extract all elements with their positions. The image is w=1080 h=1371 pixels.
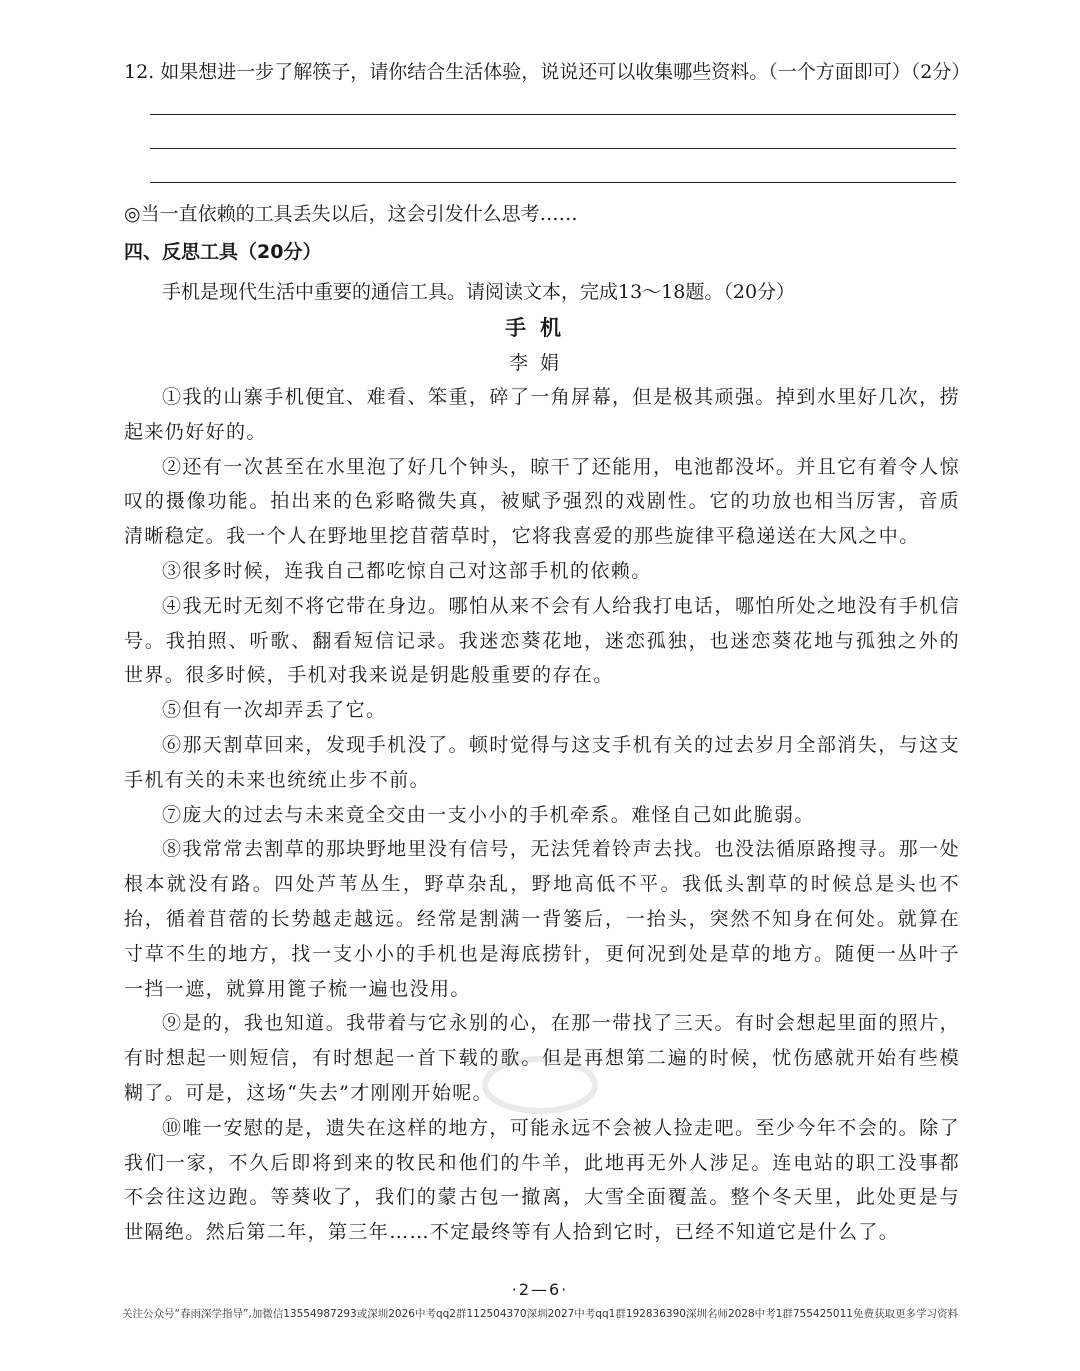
paragraph-4: ④我无时无刻不将它带在身边。哪怕从来不会有人给我打电话，哪怕所处之地没有手机信号。我拍照、听歌、翻看短信记录。我迷恋葵花地，迷恋孤独，也迷恋葵花地与孤独之外的世界。很多时候，手机对我来说是钥匙般重要的存在。 — [124, 594, 960, 687]
footer-notice: 关注公众号“春雨深学指导”,加微信13554987293或深圳2026中考qq2群112504370深圳2027中考qq1群192836390深圳名师2028中考1群755425011免费获取更多学习资料 — [122, 1308, 958, 1320]
paragraph-5: ⑤但有一次却弄丢了它。 — [162, 699, 387, 722]
article-title: 手机 — [505, 316, 575, 340]
answer-line[interactable] — [150, 182, 956, 183]
paragraph-2: ②还有一次甚至在水里泡了好几个钟头，晾干了还能用，电池都没坏。并且它有着令人惊叹的摄像功能。拍出来的色彩略微失真，被赋予强烈的戏剧性。它的功放也相当厉害，音质清晰稳定。我一个人在野地里挖苜蓿草时，它将我喜爱的那些旋律平稳递送在大风之中。 — [124, 455, 960, 548]
section-lead: 手机是现代生活中重要的通信工具。请阅读文本，完成13～18题。（20分） — [162, 281, 796, 303]
watermark-stamp — [480, 1055, 600, 1115]
article-body — [124, 380, 960, 1250]
question-12: 12. 如果想进一步了解筷子，请你结合生活体验，说说还可以收集哪些资料。（一个方面即可）（2分） — [124, 61, 971, 83]
article-author: 李娟 — [508, 352, 571, 374]
answer-line[interactable] — [150, 148, 956, 149]
paragraph-10: ⑩唯一安慰的是，遗失在这样的地方，可能永远不会被人捡走吧。至少今年不会的。除了我们一家，不久后即将到来的牧民和他们的牛羊，此地再无外人涉足。连电站的职工没事都不会往这边跑。等葵收了，我们的蒙古包一撤离，大雪全面覆盖。整个冬天里，此处更是与世隔绝。然后第二年，第三年……不定最终等有人拾到它时，已经不知道它是什么了。 — [124, 1116, 960, 1244]
answer-line[interactable] — [150, 114, 956, 115]
paragraph-9: ⑨是的，我也知道。我带着与它永别的心，在那一带找了三天。有时会想起里面的照片，有时想起一则短信，有时想起一首下载的歌。但是再想第二遍的时候，忧伤感就开始有些模糊了。可是，这场“失去”才刚刚开始呢。 — [124, 1012, 960, 1104]
section-heading: 四、反思工具（20分） — [124, 241, 322, 263]
paragraph-1: ①我的山寨手机便宜、难看、笨重，碎了一角屏幕，但是极其顽强。掉到水里好几次，捞起来仍好好的。 — [124, 386, 960, 443]
paragraph-3: ③很多时候，连我自己都吃惊自己对这部手机的依赖。 — [162, 559, 652, 582]
page-number: ·2—6· — [511, 1280, 569, 1299]
paragraph-7: ⑦庞大的过去与未来竟全交由一支小小的手机牵系。难怪自己如此脆弱。 — [162, 803, 815, 826]
transition-prompt: ◎当一直依赖的工具丢失以后，这会引发什么思考…… — [124, 203, 578, 225]
paragraph-6: ⑥那天割草回来，发现手机没了。顿时觉得与这支手机有关的过去岁月全部消失，与这支手机有关的未来也统统止步不前。 — [124, 733, 960, 791]
paragraph-8: ⑧我常常去割草的那块野地里没有信号，无法凭着铃声去找。也没法循原路搜寻。那一处根本就没有路。四处芦苇丛生，野草杂乱，野地高低不平。我低头割草的时候总是头也不抬，循着苜蓿的长势越走越远。经常是割满一背篓后，一抬头，突然不知身在何处。就算在寸草不生的地方，找一支小小的手机也是海底捞针，更何况到处是草的地方。随便一丛叶子一挡一遮，就算用篦子梳一遍也没用。 — [124, 838, 960, 1000]
